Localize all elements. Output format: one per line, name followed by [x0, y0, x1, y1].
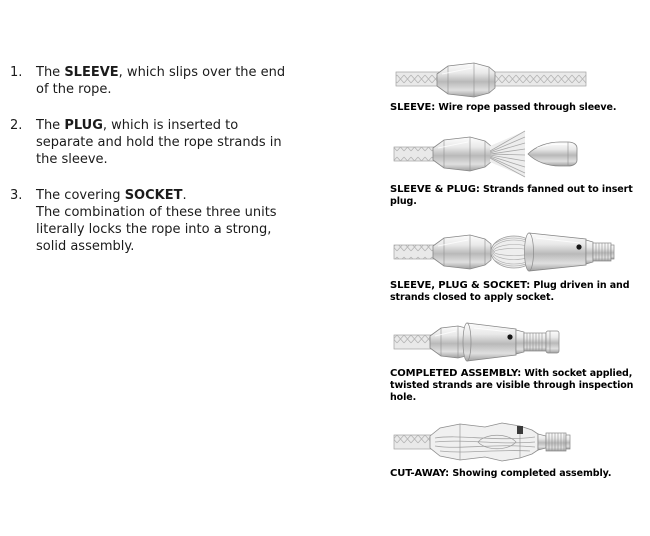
item-extra-text: The combination of these three units literally locks the rope into a strong, solid assembly.	[36, 205, 277, 254]
sleeve-with-fanned-strands-and-plug-illustration	[390, 126, 640, 182]
item-term: SLEEVE	[64, 65, 119, 80]
list-item	[10, 117, 330, 168]
list-item-number: 3.	[10, 188, 23, 203]
cutaway-of-completed-assembly-illustration	[390, 418, 640, 466]
item-lead: The covering	[36, 188, 125, 203]
list-item	[10, 64, 330, 98]
list-item-text	[36, 117, 288, 168]
item-lead: The	[36, 65, 65, 80]
inspection-notch	[517, 426, 523, 434]
figure-label: COMPLETED ASSEMBLY:	[390, 368, 522, 379]
instruction-list	[10, 64, 330, 274]
list-item-number: 1.	[10, 65, 23, 80]
figure-caption-text: Plug driven in and strands closed to apply socket.	[390, 280, 630, 303]
socket	[525, 233, 615, 271]
sleeve-fitting	[433, 235, 491, 269]
item-term: PLUG	[64, 118, 103, 133]
figure-caption-text: With socket applied, twisted strands are visible through inspection hole.	[390, 368, 634, 403]
figure-caption	[390, 368, 648, 404]
sleeve-fitting	[437, 63, 495, 97]
figure-caption	[390, 102, 648, 114]
fanned-strands	[490, 131, 525, 177]
threaded-end	[538, 433, 570, 451]
rope-with-sleeve-illustration	[390, 58, 640, 100]
sleeve-fitting	[433, 137, 491, 171]
figure-caption	[390, 184, 648, 208]
socket	[463, 323, 559, 361]
figure-label: SLEEVE, PLUG & SOCKET:	[390, 280, 531, 291]
cutaway-shell	[430, 423, 538, 461]
list-item-text	[36, 64, 288, 98]
completed-assembly-illustration	[390, 318, 640, 366]
item-lead: The	[36, 118, 65, 133]
item-rest: , which slips over the end of the rope.	[36, 65, 286, 97]
list-item-number: 2.	[10, 118, 23, 133]
list-item	[10, 187, 330, 255]
figure-label: CUT-AWAY:	[390, 468, 450, 479]
figure-caption-text: Wire rope passed through sleeve.	[438, 102, 617, 113]
figure-cutaway	[390, 418, 648, 480]
inspection-hole	[576, 244, 581, 249]
figure-sleeve-plug-socket	[390, 226, 648, 304]
plug	[528, 142, 577, 166]
item-rest: , which is inserted to separate and hold the rope strands in the sleeve.	[36, 118, 282, 167]
figure-label: SLEEVE:	[390, 102, 436, 113]
sleeve-plug-and-socket-illustration	[390, 226, 640, 278]
figure-caption	[390, 468, 648, 480]
item-rest: .	[182, 188, 187, 203]
figure-caption	[390, 280, 648, 304]
inspection-hole	[507, 334, 512, 339]
figure-sleeve-and-plug	[390, 126, 648, 208]
figure-caption-text: Strands fanned out to insert plug.	[390, 184, 633, 207]
figure-caption-text: Showing completed assembly.	[452, 468, 612, 479]
figure-label: SLEEVE & PLUG:	[390, 184, 480, 195]
figure-column	[390, 58, 648, 480]
figure-sleeve	[390, 58, 648, 114]
figure-completed-assembly	[390, 318, 648, 404]
list-item-text	[36, 187, 288, 255]
item-term: SOCKET	[124, 188, 183, 203]
